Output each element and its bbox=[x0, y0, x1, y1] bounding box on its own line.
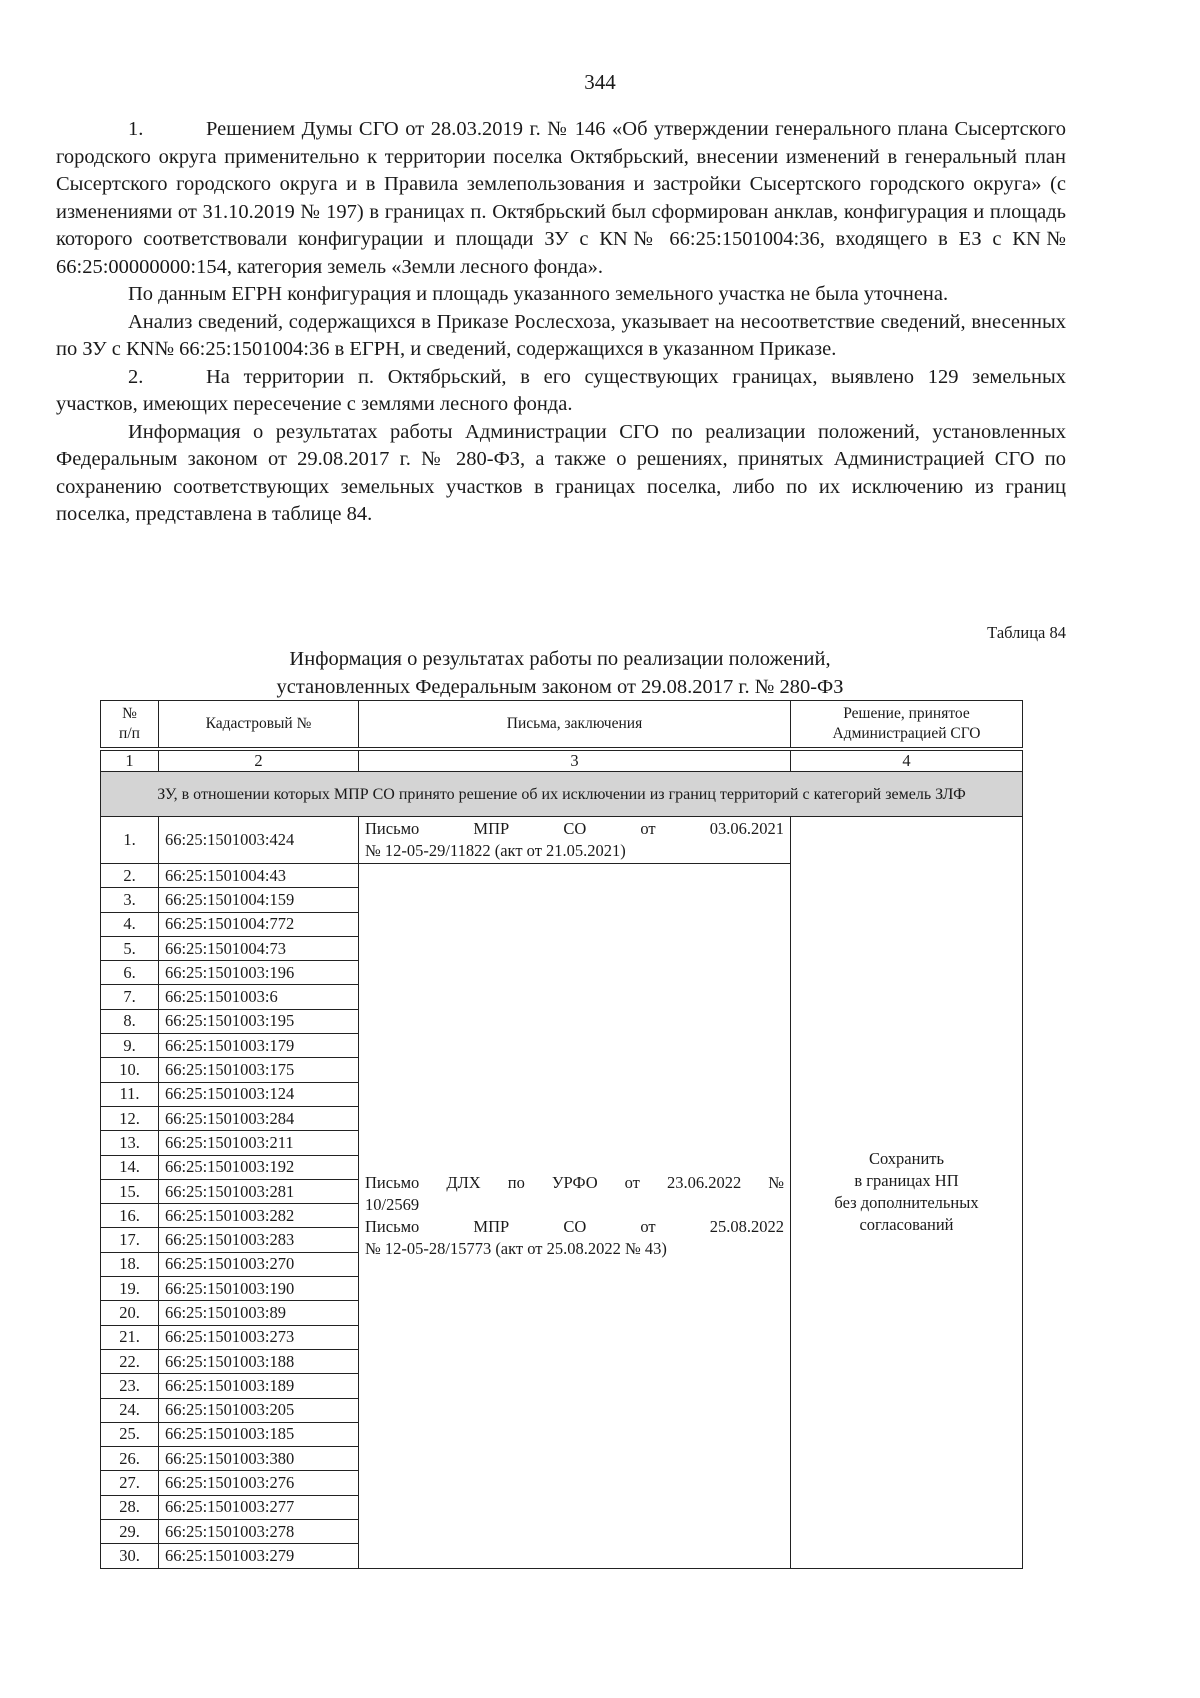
decision-cell bbox=[791, 817, 1023, 1569]
cadastral-number: 66:25:1501003:282 bbox=[159, 1204, 359, 1228]
row-number: 29. bbox=[101, 1520, 159, 1544]
letter-line: № 12-05-28/15773 (акт от 25.08.2022 № 43) bbox=[365, 1238, 667, 1258]
letter-line: 10/2569 bbox=[365, 1194, 420, 1214]
cadastral-number: 66:25:1501003:276 bbox=[159, 1471, 359, 1495]
cadastral-number: 66:25:1501003:273 bbox=[159, 1325, 359, 1349]
cadastral-number: 66:25:1501003:185 bbox=[159, 1422, 359, 1446]
cadastral-number: 66:25:1501003:283 bbox=[159, 1228, 359, 1252]
row-number: 27. bbox=[101, 1471, 159, 1495]
cadastral-number: 66:25:1501003:211 bbox=[159, 1131, 359, 1155]
table-label: Таблица 84 bbox=[987, 623, 1066, 642]
body-text bbox=[56, 116, 1066, 529]
cadastral-number: 66:25:1501003:278 bbox=[159, 1520, 359, 1544]
row-number: 8. bbox=[101, 1009, 159, 1033]
row-number: 9. bbox=[101, 1034, 159, 1058]
cadastral-number: 66:25:1501003:192 bbox=[159, 1155, 359, 1179]
row-number: 18. bbox=[101, 1252, 159, 1276]
results-table bbox=[100, 700, 1023, 1569]
paragraph-number: 2. bbox=[128, 365, 144, 388]
paragraph-5: Информация о результатах работы Администрации СГО по реализации положений, установленных Федеральным законом от 29.08.2017 г. № 280-ФЗ, а также о решениях, принятых Администрацией СГО по сохранению соответствующих земельных участков в границах поселка, либо по их исключению из границ поселка, представлена в таблице 84. bbox=[56, 420, 1066, 525]
column-number: 3 bbox=[359, 751, 791, 772]
paragraph-number: 1. bbox=[128, 118, 144, 140]
letter-line: № 12-05-29/11822 (акт от 21.05.2021) bbox=[365, 841, 626, 860]
header-cadastral: Кадастровый № bbox=[159, 701, 359, 748]
letters-cell-second bbox=[359, 864, 791, 1569]
decision-line: в границах НП bbox=[854, 1171, 959, 1191]
row-number: 20. bbox=[101, 1301, 159, 1325]
cadastral-number: 66:25:1501003:124 bbox=[159, 1082, 359, 1106]
row-number: 30. bbox=[101, 1544, 159, 1568]
table-title bbox=[100, 645, 1020, 701]
cadastral-number: 66:25:1501003:284 bbox=[159, 1106, 359, 1130]
row-number: 13. bbox=[101, 1131, 159, 1155]
cadastral-number: 66:25:1501003:189 bbox=[159, 1374, 359, 1398]
paragraph-3: Анализ сведений, содержащихся в Приказе Рослесхоза, указывает на несоответствие сведений, внесенных по ЗУ с КN№ 66:25:1501004:36 в ЕГРН, и сведений, содержащихся в указанном Приказе. bbox=[56, 310, 1066, 360]
cadastral-number: 66:25:1501003:279 bbox=[159, 1544, 359, 1568]
row-number: 15. bbox=[101, 1179, 159, 1203]
row-number: 25. bbox=[101, 1422, 159, 1446]
row-number: 12. bbox=[101, 1106, 159, 1130]
cadastral-number: 66:25:1501003:190 bbox=[159, 1277, 359, 1301]
row-number: 24. bbox=[101, 1398, 159, 1422]
row-number: 26. bbox=[101, 1447, 159, 1471]
row-number: 4. bbox=[101, 912, 159, 936]
table-title-line: установленных Федеральным законом от 29.08.2017 г. № 280-ФЗ bbox=[276, 676, 844, 698]
cadastral-number: 66:25:1501004:159 bbox=[159, 888, 359, 912]
paragraph-text: На территории п. Октябрьский, в его существующих границах, выявлено 129 земельных участков, имеющих пересечение с землями лесного фонда. bbox=[56, 365, 1066, 415]
section-title: ЗУ, в отношении которых МПР СО принято решение об их исключении из границ территорий с категорий земель ЗЛФ bbox=[101, 772, 1023, 817]
row-number: 7. bbox=[101, 985, 159, 1009]
cadastral-number: 66:25:1501003:277 bbox=[159, 1495, 359, 1519]
cadastral-number: 66:25:1501003:6 bbox=[159, 985, 359, 1009]
paragraph-2: По данным ЕГРН конфигурация и площадь указанного земельного участка не была уточнена. bbox=[128, 283, 949, 305]
letter-line: Письмо МПР СО от 03.06.2021 bbox=[365, 819, 784, 838]
paragraph-1 bbox=[56, 116, 1066, 281]
header-num: № п/п bbox=[101, 701, 159, 748]
row-number: 2. bbox=[101, 864, 159, 888]
row-number: 10. bbox=[101, 1058, 159, 1082]
row-number: 3. bbox=[101, 888, 159, 912]
column-number-row bbox=[101, 751, 1023, 772]
cadastral-number: 66:25:1501003:424 bbox=[159, 817, 359, 864]
row-number: 11. bbox=[101, 1082, 159, 1106]
header-letters: Письма, заключения bbox=[359, 701, 791, 748]
row-number: 5. bbox=[101, 936, 159, 960]
cadastral-number: 66:25:1501003:205 bbox=[159, 1398, 359, 1422]
header-decision: Решение, принятое Администрацией СГО bbox=[791, 701, 1023, 748]
cadastral-number: 66:25:1501004:73 bbox=[159, 936, 359, 960]
letters-cell-first bbox=[359, 817, 791, 864]
column-number: 2 bbox=[159, 751, 359, 772]
table-row bbox=[101, 817, 1023, 864]
row-number: 22. bbox=[101, 1349, 159, 1373]
row-number: 23. bbox=[101, 1374, 159, 1398]
row-number: 21. bbox=[101, 1325, 159, 1349]
cadastral-number: 66:25:1501003:188 bbox=[159, 1349, 359, 1373]
cadastral-number: 66:25:1501003:175 bbox=[159, 1058, 359, 1082]
cadastral-number: 66:25:1501004:772 bbox=[159, 912, 359, 936]
cadastral-number: 66:25:1501004:43 bbox=[159, 864, 359, 888]
decision-line: Сохранить bbox=[868, 1149, 945, 1169]
decision-line: без дополнительных bbox=[834, 1193, 979, 1213]
row-number: 14. bbox=[101, 1155, 159, 1179]
letter-line: Письмо МПР СО от 25.08.2022 bbox=[365, 1216, 784, 1236]
cadastral-number: 66:25:1501003:196 bbox=[159, 961, 359, 985]
cadastral-number: 66:25:1501003:179 bbox=[159, 1034, 359, 1058]
cadastral-number: 66:25:1501003:270 bbox=[159, 1252, 359, 1276]
row-number: 6. bbox=[101, 961, 159, 985]
cadastral-number: 66:25:1501003:380 bbox=[159, 1447, 359, 1471]
column-number: 1 bbox=[101, 751, 159, 772]
row-number: 17. bbox=[101, 1228, 159, 1252]
row-number: 16. bbox=[101, 1204, 159, 1228]
cadastral-number: 66:25:1501003:195 bbox=[159, 1009, 359, 1033]
paragraph-text: Решением Думы СГО от 28.03.2019 г. № 146 «Об утверждении генерального плана Сысертского городского округа применительно к территории поселка Октябрьский, внесении изменений в генеральный план Сысертского городского округа и в Правила землепользования и застройки Сысертского городского округа» (с изменениями от 31.10.2019 № 197) в границах п. Октябрьский был сформирован анклав, конфигурация и площадь которого соответствовали конфигурации и площади ЗУ с КN№ 66:25:1501004:36, входящего в ЕЗ с КN№ 66:25:00000000:154, категория земель «Земли лесного фонда». bbox=[56, 118, 1066, 278]
page-number: 344 bbox=[584, 70, 616, 94]
cadastral-number: 66:25:1501003:89 bbox=[159, 1301, 359, 1325]
decision-line: согласований bbox=[859, 1215, 954, 1235]
section-row bbox=[101, 772, 1023, 817]
table-header-row bbox=[101, 701, 1023, 748]
column-number: 4 bbox=[791, 751, 1023, 772]
row-number: 1. bbox=[101, 817, 159, 864]
table-title-line: Информация о результатах работы по реализации положений, bbox=[289, 648, 831, 670]
cadastral-number: 66:25:1501003:281 bbox=[159, 1179, 359, 1203]
paragraph-4 bbox=[56, 364, 1066, 419]
row-number: 19. bbox=[101, 1277, 159, 1301]
letter-line: Письмо ДЛХ по УРФО от 23.06.2022 № bbox=[365, 1172, 784, 1192]
row-number: 28. bbox=[101, 1495, 159, 1519]
